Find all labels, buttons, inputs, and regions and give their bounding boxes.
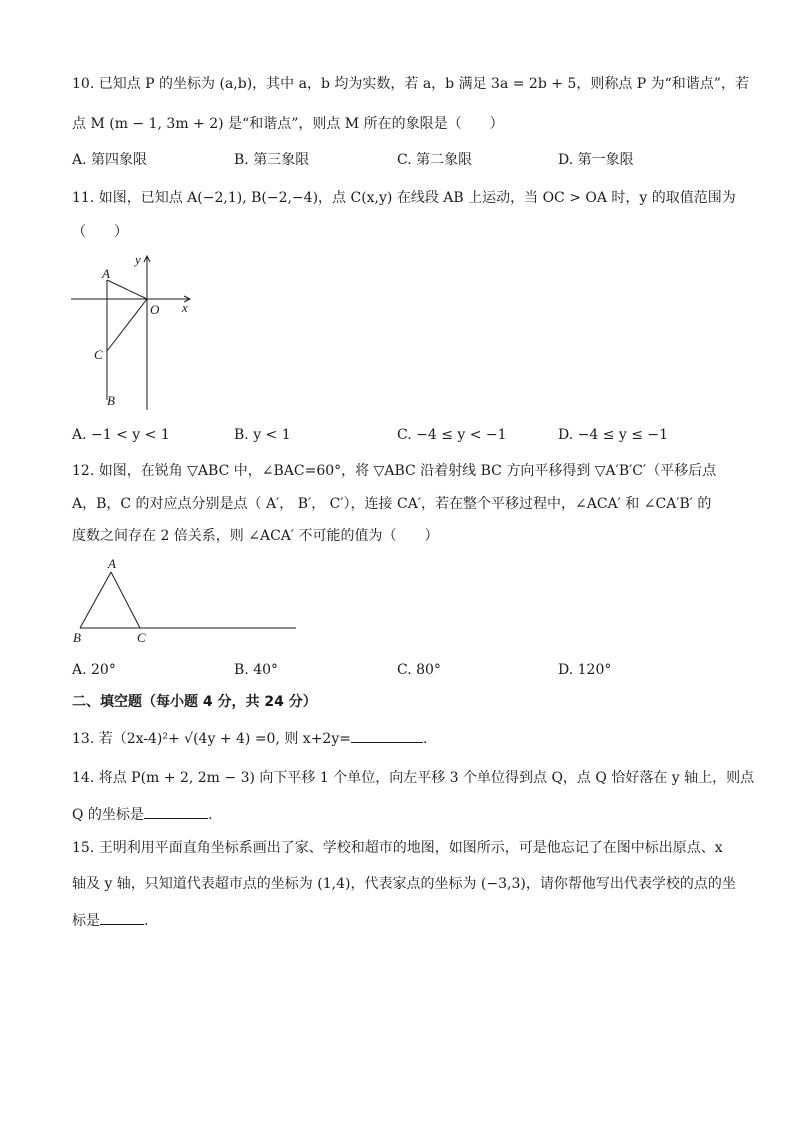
q12-option-a: A. 20° xyxy=(72,662,116,678)
q15-text-end: . xyxy=(144,913,149,929)
q13-line xyxy=(72,728,427,749)
label-c: C xyxy=(137,630,146,645)
q12-line-2: A，B，C 的对应点分别是点（ A′， B′， C′），连接 CA′，若在整个平移过程中，∠ACA′ 和 ∠CA′B′ 的 xyxy=(72,496,712,512)
q14-text: Q 的坐标是 xyxy=(72,807,144,823)
label-b: B xyxy=(73,630,81,645)
label-o: O xyxy=(150,302,160,317)
q11-option-a: A. −1 < y < 1 xyxy=(72,427,170,443)
q11-option-c: C. −4 ≤ y < −1 xyxy=(397,427,507,443)
q15-text: 标是 xyxy=(72,913,100,929)
side-ab xyxy=(80,572,111,628)
q15-answer-blank[interactable] xyxy=(100,910,144,925)
q10-option-b: B. 第三象限 xyxy=(234,152,310,168)
q10-line-1: 10. 已知点 P 的坐标为 (a,b)，其中 a，b 均为实数，若 a，b 满足 3a = 2b + 5，则称点 P 为“和谐点”，若 xyxy=(72,76,749,92)
label-c: C xyxy=(94,347,103,362)
q11-figure xyxy=(66,250,196,415)
q10-option-a: A. 第四象限 xyxy=(72,152,148,168)
q12-option-b: B. 40° xyxy=(234,662,279,678)
q11-option-d: D. −4 ≤ y ≤ −1 xyxy=(558,427,669,443)
q10-option-d: D. 第一象限 xyxy=(558,152,634,168)
label-x: x xyxy=(182,300,188,315)
section-2-title: 二、填空题（每小题 4 分，共 24 分） xyxy=(72,694,317,710)
q13-answer-blank[interactable] xyxy=(351,728,423,743)
side-ac xyxy=(111,572,140,628)
segment-ao xyxy=(107,280,147,299)
q15-line-1: 15. 王明利用平面直角坐标系画出了家、学校和超市的地图，如图所示，可是他忘记了在图中标出原点、x xyxy=(72,840,723,856)
segment-oc xyxy=(107,299,147,351)
q11-line-1: 11. 如图，已知点 A(−2,1), B(−2,−4)，点 C(x,y) 在线段 AB 上运动，当 OC > OA 时，y 的取值范围为 xyxy=(72,190,736,206)
q14-answer-blank[interactable] xyxy=(144,804,208,819)
q11-line-2: （ ） xyxy=(72,224,128,240)
label-y: y xyxy=(135,252,141,267)
q11-option-b: B. y < 1 xyxy=(234,427,291,443)
label-a: A xyxy=(102,266,110,281)
q12-option-d: D. 120° xyxy=(558,662,612,678)
q15-line-2: 轴及 y 轴，只知道代表超市点的坐标为 (1,4)，代表家点的坐标为 (−3,3)，请你帮他写出代表学校的点的坐 xyxy=(72,876,736,892)
q13-text: 13. 若（2x-4)²+ √(4y + 4) =0, 则 x+2y= xyxy=(72,731,351,747)
q14-text-end: . xyxy=(207,807,213,823)
q12-option-c: C. 80° xyxy=(397,662,441,678)
q14-line-2 xyxy=(72,804,212,825)
label-b: B xyxy=(107,393,115,408)
q10-option-c: C. 第二象限 xyxy=(397,152,473,168)
q12-figure xyxy=(70,555,302,647)
label-a: A xyxy=(108,556,116,571)
q12-line-1: 12. 如图，在锐角 ▽ABC 中，∠BAC=60°，将 ▽ABC 沿着射线 BC 方向平移得到 ▽A′B′C′（平移后点 xyxy=(72,463,717,479)
q12-line-3: 度数之间存在 2 倍关系，则 ∠ACA′ 不可能的值为（ ） xyxy=(72,528,439,544)
q15-line-3 xyxy=(72,910,148,931)
q13-text-end: . xyxy=(422,731,428,747)
q14-line-1: 14. 将点 P(m + 2, 2m − 3) 向下平移 1 个单位，向左平移 3 个单位得到点 Q，点 Q 恰好落在 y 轴上，则点 xyxy=(72,770,755,786)
q10-line-2: 点 M (m − 1, 3m + 2) 是“和谐点”，则点 M 所在的象限是（ ） xyxy=(72,116,504,132)
